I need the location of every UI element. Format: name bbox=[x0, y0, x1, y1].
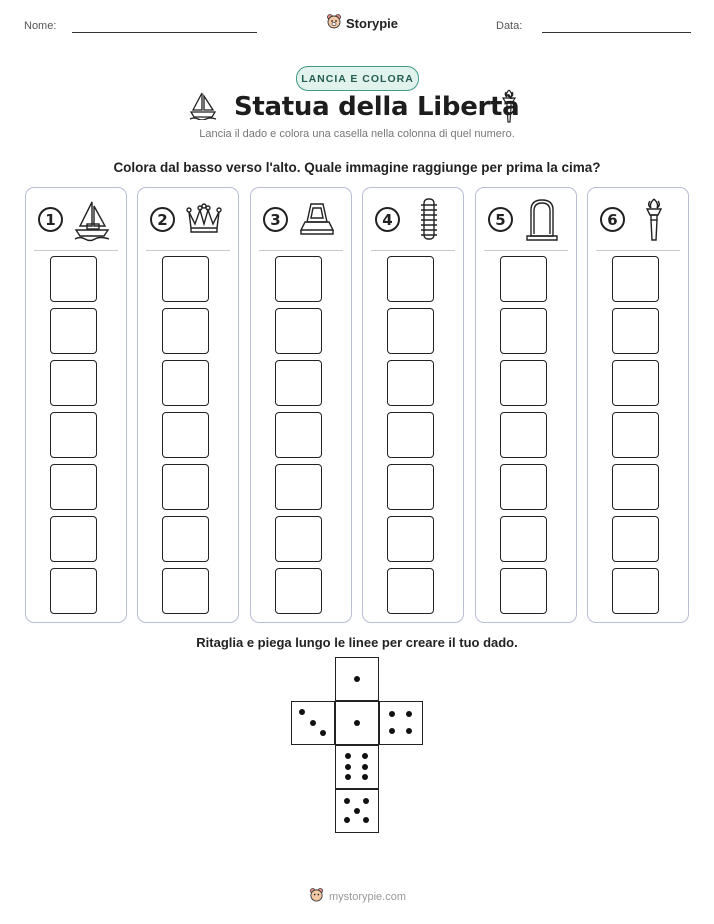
footer-site[interactable]: mystorypie.com bbox=[329, 890, 407, 903]
color-cell[interactable] bbox=[162, 568, 209, 614]
dice-pip bbox=[354, 676, 360, 682]
page-title: Statua della Libertà bbox=[234, 92, 520, 122]
dice-pip bbox=[354, 808, 360, 814]
color-cell[interactable] bbox=[50, 516, 97, 562]
dice-face-3 bbox=[291, 701, 335, 745]
color-cell[interactable] bbox=[275, 464, 322, 510]
column-divider bbox=[34, 250, 118, 251]
dice-pip bbox=[406, 728, 412, 734]
color-cell[interactable] bbox=[50, 308, 97, 354]
bear-mascot-icon bbox=[309, 887, 324, 906]
color-cell[interactable] bbox=[275, 360, 322, 406]
color-cell[interactable] bbox=[500, 308, 547, 354]
dice-pip bbox=[406, 711, 412, 717]
color-cell[interactable] bbox=[500, 360, 547, 406]
dice-pip bbox=[345, 753, 351, 759]
torch-icon bbox=[500, 88, 518, 124]
dice-pip bbox=[320, 730, 326, 736]
color-cell[interactable] bbox=[612, 360, 659, 406]
dice-face-4 bbox=[379, 701, 423, 745]
dice-face-6 bbox=[335, 745, 379, 789]
pedestal-icon bbox=[297, 196, 337, 242]
name-label: Nome: bbox=[24, 20, 57, 32]
dice-pip bbox=[345, 764, 351, 770]
dice-face-1 bbox=[335, 657, 379, 701]
color-cell[interactable] bbox=[162, 308, 209, 354]
column-number: 1 bbox=[38, 207, 63, 232]
dice-pip bbox=[344, 798, 350, 804]
dice-face-1 bbox=[335, 701, 379, 745]
color-cell[interactable] bbox=[162, 516, 209, 562]
dice-instruction: Ritaglia e piega lungo le linee per creare il tuo dado. bbox=[196, 635, 518, 650]
brand-name: Storypie bbox=[346, 15, 399, 31]
color-cell[interactable] bbox=[162, 412, 209, 458]
board-column-4 bbox=[362, 187, 464, 623]
dice-pip bbox=[344, 817, 350, 823]
board-column-2 bbox=[137, 187, 239, 623]
color-cell[interactable] bbox=[500, 464, 547, 510]
dice-pip bbox=[363, 817, 369, 823]
dice-pip bbox=[354, 720, 360, 726]
color-cell[interactable] bbox=[50, 256, 97, 302]
column-number: 2 bbox=[150, 207, 175, 232]
dice-pip bbox=[389, 711, 395, 717]
color-cell[interactable] bbox=[387, 256, 434, 302]
activity-badge: LANCIA E COLORA bbox=[296, 66, 419, 91]
sailboat-icon bbox=[72, 196, 112, 242]
color-cell[interactable] bbox=[612, 412, 659, 458]
color-cell[interactable] bbox=[387, 412, 434, 458]
board-column-3 bbox=[250, 187, 352, 623]
dice-face-5 bbox=[335, 789, 379, 833]
color-cell[interactable] bbox=[275, 412, 322, 458]
board-column-6 bbox=[587, 187, 689, 623]
dice-pip bbox=[310, 720, 316, 726]
dice-pip bbox=[362, 764, 368, 770]
color-cell[interactable] bbox=[612, 516, 659, 562]
color-cell[interactable] bbox=[387, 516, 434, 562]
column-divider bbox=[371, 250, 455, 251]
column-number: 3 bbox=[263, 207, 288, 232]
dice-pip bbox=[299, 709, 305, 715]
date-label: Data: bbox=[496, 20, 523, 32]
tombstone-icon bbox=[522, 196, 562, 242]
color-cell[interactable] bbox=[500, 256, 547, 302]
footer bbox=[309, 887, 406, 906]
page-subtitle: Lancia il dado e colora una casella nella colonna di quel numero. bbox=[199, 128, 515, 140]
color-cell[interactable] bbox=[275, 256, 322, 302]
name-line[interactable] bbox=[72, 32, 257, 33]
color-cell[interactable] bbox=[612, 308, 659, 354]
color-cell[interactable] bbox=[612, 256, 659, 302]
tablet-icon bbox=[409, 196, 449, 242]
color-cell[interactable] bbox=[612, 464, 659, 510]
column-divider bbox=[596, 250, 680, 251]
sailboat-icon bbox=[188, 90, 218, 120]
dice-pip bbox=[362, 774, 368, 780]
bear-mascot-icon bbox=[326, 13, 342, 33]
column-number: 6 bbox=[600, 207, 625, 232]
column-divider bbox=[484, 250, 568, 251]
board-column-1 bbox=[25, 187, 127, 623]
color-cell[interactable] bbox=[162, 360, 209, 406]
color-cell[interactable] bbox=[162, 256, 209, 302]
dice-pip bbox=[363, 798, 369, 804]
brand-logo bbox=[326, 13, 398, 33]
color-cell[interactable] bbox=[50, 412, 97, 458]
color-cell[interactable] bbox=[387, 568, 434, 614]
color-cell[interactable] bbox=[500, 412, 547, 458]
torch-icon bbox=[634, 196, 674, 242]
color-cell[interactable] bbox=[387, 308, 434, 354]
column-divider bbox=[146, 250, 230, 251]
color-cell[interactable] bbox=[612, 568, 659, 614]
color-cell[interactable] bbox=[500, 568, 547, 614]
color-cell[interactable] bbox=[275, 308, 322, 354]
dice-pip bbox=[389, 728, 395, 734]
color-cell[interactable] bbox=[162, 464, 209, 510]
color-cell[interactable] bbox=[275, 568, 322, 614]
board-column-5 bbox=[475, 187, 577, 623]
color-cell[interactable] bbox=[387, 464, 434, 510]
dice-pip bbox=[345, 774, 351, 780]
color-cell[interactable] bbox=[50, 568, 97, 614]
date-line[interactable] bbox=[542, 32, 691, 33]
dice-pip bbox=[362, 753, 368, 759]
column-number: 5 bbox=[488, 207, 513, 232]
color-cell[interactable] bbox=[50, 360, 97, 406]
color-cell[interactable] bbox=[50, 464, 97, 510]
color-cell[interactable] bbox=[275, 516, 322, 562]
board-instruction: Colora dal basso verso l'alto. Quale immagine raggiunge per prima la cima? bbox=[113, 160, 601, 175]
column-number: 4 bbox=[375, 207, 400, 232]
color-cell[interactable] bbox=[387, 360, 434, 406]
crown-icon bbox=[184, 196, 224, 242]
color-cell[interactable] bbox=[500, 516, 547, 562]
column-divider bbox=[259, 250, 343, 251]
